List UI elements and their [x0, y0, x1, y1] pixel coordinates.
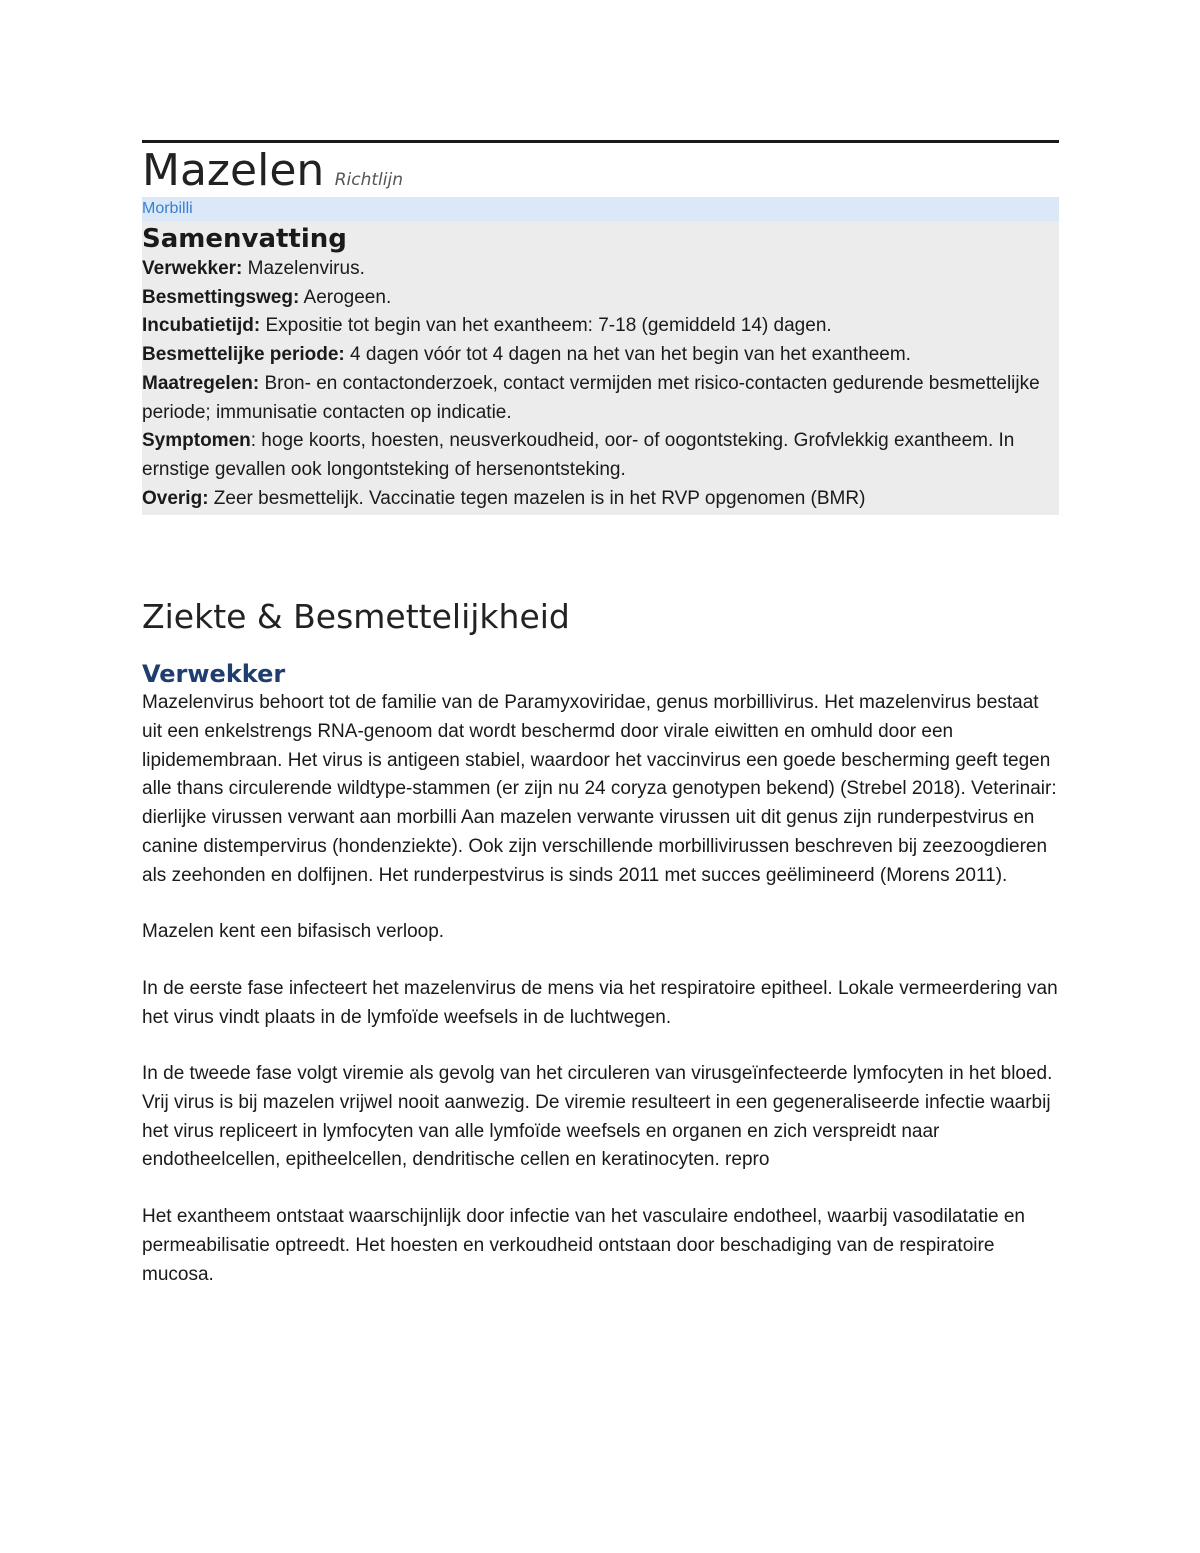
- summary-row-incubatietijd: [142, 312, 1059, 341]
- summary-row-besmettelijke-periode: [142, 341, 1059, 370]
- summary-label: Besmettingsweg:: [142, 286, 300, 308]
- subsection-title: Verwekker: [142, 660, 286, 689]
- summary-label: Incubatietijd:: [142, 315, 261, 337]
- summary-text: 4 dagen vóór tot 4 dagen na het van het begin van het exantheem.: [344, 344, 911, 366]
- body-paragraph: Het exantheem ontstaat waarschijnlijk door infectie van het vasculaire endotheel, waarbij vasodilatatie en permeabilisatie optreedt. Het hoesten en verkoudheid ontstaan door beschadiging van de respiratoire mucosa.: [142, 1206, 1025, 1285]
- summary-label: Verwekker:: [142, 258, 243, 279]
- summary-text: Expositie tot begin van het exantheem: 7-18 (gemiddeld 14) dagen.: [260, 315, 832, 337]
- summary-label: Symptomen: [142, 430, 251, 452]
- summary-text: : hoge koorts, hoesten, neusverkoudheid, oor- of oogontsteking. Grofvlekkig exantheem. In ernstige gevallen ook longontsteking of hersenontsteking.: [142, 430, 1015, 480]
- summary-row-maatregelen: [142, 370, 1059, 427]
- summary-text: Mazelenvirus.: [242, 258, 365, 279]
- summary-text: Aerogeen.: [299, 286, 392, 308]
- summary-text: Zeer besmettelijk. Vaccinatie tegen mazelen is in het RVP opgenomen (BMR): [208, 487, 866, 509]
- summary-heading: Samenvatting: [142, 224, 347, 254]
- summary-label: Maatregelen:: [142, 372, 260, 394]
- summary-row-verwekker: [142, 255, 1059, 284]
- body-paragraph: In de tweede fase volgt viremie als gevolg van het circuleren van virusgeïnfecteerde lymfocyten in het bloed. Vrij virus is bij mazelen vrijwel nooit aanwezig. De viremie resulteert in een gegeneraliseerde infectie waarbij het virus repliceert in lymfocyten van alle lymfoïde weefsels en organen en zich verspreidt naar endotheelcellen, epitheelcellen, dendritische cellen en keratinocyten. repro: [142, 1063, 1053, 1171]
- document-subtitle: Richtlijn: [334, 170, 403, 190]
- document-page: [142, 140, 1059, 1289]
- body-paragraph: Mazelenvirus behoort tot de familie van de Paramyxoviridae, genus morbillivirus. Het mazelenvirus bestaat uit een enkelstrengs RNA-genoom dat wordt beschermd door virale eiwitten en omhuld door een lipidemembraan. Het virus is antigeen stabiel, waardoor het vaccinvirus een goede bescherming geeft tegen alle thans circulerende wildtype-stammen (er zijn nu 24 coryza genotypen bekend) (Strebel 2018). Veterinair: dierlijke virussen verwant aan morbilli Aan mazelen verwante virussen uit dit genus zijn runderpestvirus en canine distempervirus (hondenziekte). Ook zijn verschillende morbillivirussen beschreven bij zeezoogdieren als zeehonden en dolfijnen. Het runderpestvirus is sinds 2011 met succes geëlimineerd (Morens 2011).: [142, 692, 1057, 886]
- summary-row-symptomen: [142, 427, 1059, 484]
- title-rule: [142, 140, 1059, 143]
- body-paragraph: Mazelen kent een bifasisch verloop.: [142, 921, 445, 943]
- summary-row-besmettingsweg: [142, 284, 1059, 313]
- body-paragraph: In de eerste fase infecteert het mazelenvirus de mens via het respiratoire epitheel. Lokale vermeerdering van het virus vindt plaats in de lymfoïde weefsels in de luchtwegen.: [142, 977, 1058, 1028]
- summary-row-overig: [142, 485, 1059, 514]
- summary-text: Bron- en contactonderzoek, contact vermijden met risico-contacten gedurende besmettelijke periode; immunisatie contacten op indicatie.: [142, 372, 1040, 423]
- summary-box: [142, 221, 1059, 515]
- summary-label: Overig:: [142, 487, 209, 509]
- section-title: Ziekte & Besmettelijkheid: [142, 597, 570, 637]
- title-line: [142, 145, 1059, 197]
- summary-label: Besmettelijke periode:: [142, 344, 345, 366]
- document-title: Mazelen: [142, 145, 325, 196]
- alternative-name: Morbilli: [142, 197, 1059, 221]
